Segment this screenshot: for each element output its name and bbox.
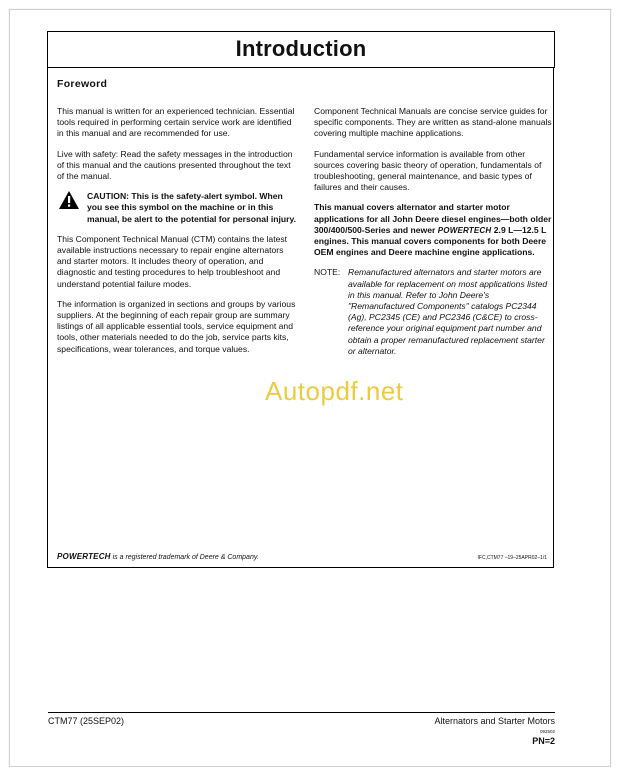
footer-rule bbox=[48, 712, 555, 713]
footer-manual-title: Alternators and Starter Motors bbox=[434, 716, 555, 726]
coverage-text: This manual covers alternator and starter motor applications for all John Deere diesel engines—both older 300/400/500-Series and newer bbox=[314, 202, 552, 235]
right-column bbox=[314, 106, 552, 357]
powertech-brand: POWERTECH bbox=[437, 225, 492, 235]
section-heading: Foreword bbox=[57, 78, 108, 90]
paragraph: Live with safety: Read the safety messages in the introduction of this manual and the cautions presented throughout the text of the manual. bbox=[57, 148, 293, 182]
paragraph: Fundamental service information is available from other sources covering basic theory of operation, fundamentals of troubleshooting, general maintenance, and basic types of failures and their causes. bbox=[314, 148, 542, 193]
paragraph: The information is organized in sections and groups by various suppliers. At the beginning of each repair group are summary listings of all applicable essential tools, service equipment and tools, other materials needed to do the job, service parts kits, specifications, wear tolerances, and torque values. bbox=[57, 298, 296, 354]
trademark-text: is a registered trademark of Deere & Company. bbox=[110, 554, 259, 561]
page-title: Introduction bbox=[235, 36, 367, 61]
footer-date: 092502 bbox=[539, 729, 555, 734]
left-column bbox=[57, 106, 297, 364]
paragraph: This manual is written for an experienced technician. Essential tools required in performing certain service work are identified in this manual and are recommended for use. bbox=[57, 106, 295, 139]
safety-alert-icon bbox=[59, 191, 79, 209]
trademark-notice bbox=[57, 552, 259, 561]
note-text: Remanufactured alternators and starter motors are available for replacement on most applications listed in this manual. Refer to John Deere's "Remanufactured Components" catalogs PC2344 (Ag), PC2345 (CE) and PC2346 (C&CE) to cross-reference your original equipment part number and obtain a proper remanufactured replacement starter or alternator. bbox=[348, 267, 548, 356]
note-label: NOTE: bbox=[314, 267, 341, 278]
doc-code: IFC,CTM77 –19–25APR02–1/1 bbox=[477, 555, 547, 561]
coverage-paragraph bbox=[314, 202, 552, 258]
title-box bbox=[47, 31, 555, 68]
paragraph: This Component Technical Manual (CTM) contains the latest available instructions necessary to repair engine alternators and starter motors. It includes theory of operation, and diagnostic and testing procedures to help troubleshoot and understand potential failure modes. bbox=[57, 233, 288, 289]
paragraph: Component Technical Manuals are concise service guides for specific components. They are written as stand-alone manuals covering multiple machine applications. bbox=[314, 106, 552, 139]
footer-manual-id: CTM77 (25SEP02) bbox=[48, 716, 125, 726]
page-number: PN=2 bbox=[532, 736, 555, 746]
foreword-box bbox=[47, 67, 554, 568]
watermark: Autopdf.net bbox=[265, 376, 404, 406]
trademark-brand: POWERTECH bbox=[57, 552, 111, 561]
note-block bbox=[314, 267, 552, 357]
document-page bbox=[9, 9, 611, 767]
caution-text: CAUTION: This is the safety-alert symbol. When you see this symbol on the machine or in this manual, be alert to the potential for personal injury. bbox=[87, 191, 296, 224]
caution-block bbox=[57, 191, 297, 225]
coverage-text-end: 2.9 L—12.5 L engines. This manual covers components for both Deere OEM engines and Deere machine engine applications. bbox=[314, 224, 547, 258]
